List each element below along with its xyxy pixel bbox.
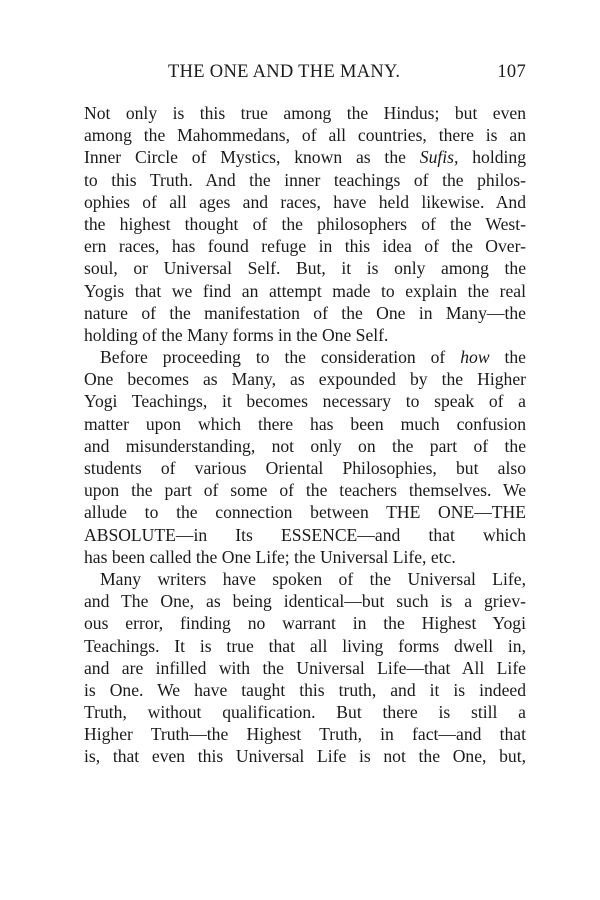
text-line: is One. We have taught this truth, and it is indeed [84,679,526,700]
text-line: and are infilled with the Universal Life—that All Life [84,657,526,678]
text-line: allude to the connection between THE ONE—THE [84,502,526,523]
text-line: Inner Circle of Mystics, known as the Sufis, holding [84,147,526,168]
italic-emphasis: Sufis, [419,147,459,168]
text-line: among the Mahommedans, of all countries, there is an [84,125,526,146]
page-number: 107 [497,62,526,82]
text-line: has been called the One Life; the Universal Life, etc. [84,546,456,567]
text-line: matter upon which there has been much confusion [84,413,526,434]
text-line: students of various Oriental Philosophies, but also [84,458,526,478]
text-line: holding of the Many forms in the One Self. [84,324,389,345]
text-line: nature of the manifestation of the One in Many—the [84,302,526,323]
text-line: upon the part of some of the teachers themselves. We [84,480,526,501]
text-line: Not only is this true among the Hindus; but even [84,103,526,123]
text-line: soul, or Universal Self. But, it is only among the [84,258,526,279]
text-line: Before proceeding to the consideration of how the [100,347,526,368]
text-line: ophies of all ages and races, have held likewise. And [84,191,526,212]
paragraph [84,568,526,768]
text-line: Teachings. It is true that all living forms dwell in, [84,635,526,656]
running-head [84,62,526,86]
text-line: ABSOLUTE—in Its ESSENCE—and that which [84,524,526,545]
text-line: Yogi Teachings, it becomes necessary to speak of a [84,391,526,412]
text-line: the highest thought of the philosophers of the West- [84,213,526,234]
text-line: Yogis that we find an attempt made to explain the real [84,280,526,301]
paragraph [84,102,526,346]
chapter-title: THE ONE AND THE MANY. [168,62,401,82]
body-text [84,102,526,768]
text-line: ous error, finding no warrant in the Highest Yogi [84,613,526,634]
text-line: One becomes as Many, as expounded by the Higher [84,369,526,390]
italic-emphasis: how [460,347,490,368]
text-line: Many writers have spoken of the Universal Life, [100,568,526,589]
text-line: Truth, without qualification. But there is still a [84,702,526,723]
paragraph [84,346,526,568]
text-line: ern races, has found refuge in this idea of the Over- [84,236,526,257]
text-line: is, that even this Universal Life is not the One, but, [84,746,526,767]
text-line: Higher Truth—the Highest Truth, in fact—and that [84,724,526,745]
text-line: to this Truth. And the inner teachings of the philos- [84,169,526,190]
text-line: and misunderstanding, not only on the part of the [84,435,526,456]
text-line: and The One, as being identical—but such is a griev- [84,591,526,612]
